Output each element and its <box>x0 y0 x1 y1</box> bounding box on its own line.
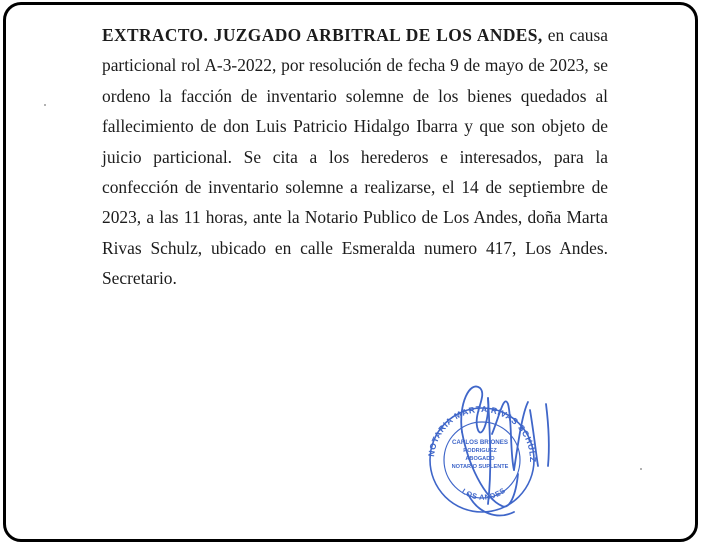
notary-stamp <box>418 374 568 534</box>
scan-speck <box>640 468 642 470</box>
stamp-line-4: NOTARIO SUPLENTE <box>451 464 509 470</box>
scan-speck <box>44 104 46 106</box>
stamp-ring-text: NOTARIA MARTA RIVAS SCHULZ <box>426 403 539 463</box>
notice-text <box>102 20 608 294</box>
notice-body: en causa particional rol A-3-2022, por resolución de fecha 9 de mayo de 2023, se ordeno la facción de inventario solemne de los bienes quedados al fallecimiento de don Luis Patricio Hidalgo Ibarra y que son objeto de juicio particional. Se cita a los herederos e interesados, para la confección de inventario solemne a realizarse, el 14 de septiembre de 2023, a las 11 horas, ante la Notario Publico de Los Andes, doña Marta Rivas Schulz, ubicado en calle Esmeralda numero 417, Los Andes. Secretario. <box>102 25 608 289</box>
stamp-line-1: CARLOS BRIONES <box>451 439 509 446</box>
stamp-line-3: ABOGADO <box>465 456 495 462</box>
notice-heading: EXTRACTO. JUZGADO ARBITRAL DE LOS ANDES, <box>102 25 543 45</box>
stamp-line-2: RODRIGUEZ <box>463 448 497 454</box>
stamp-bottom-text: LOS ANDES <box>460 485 508 502</box>
